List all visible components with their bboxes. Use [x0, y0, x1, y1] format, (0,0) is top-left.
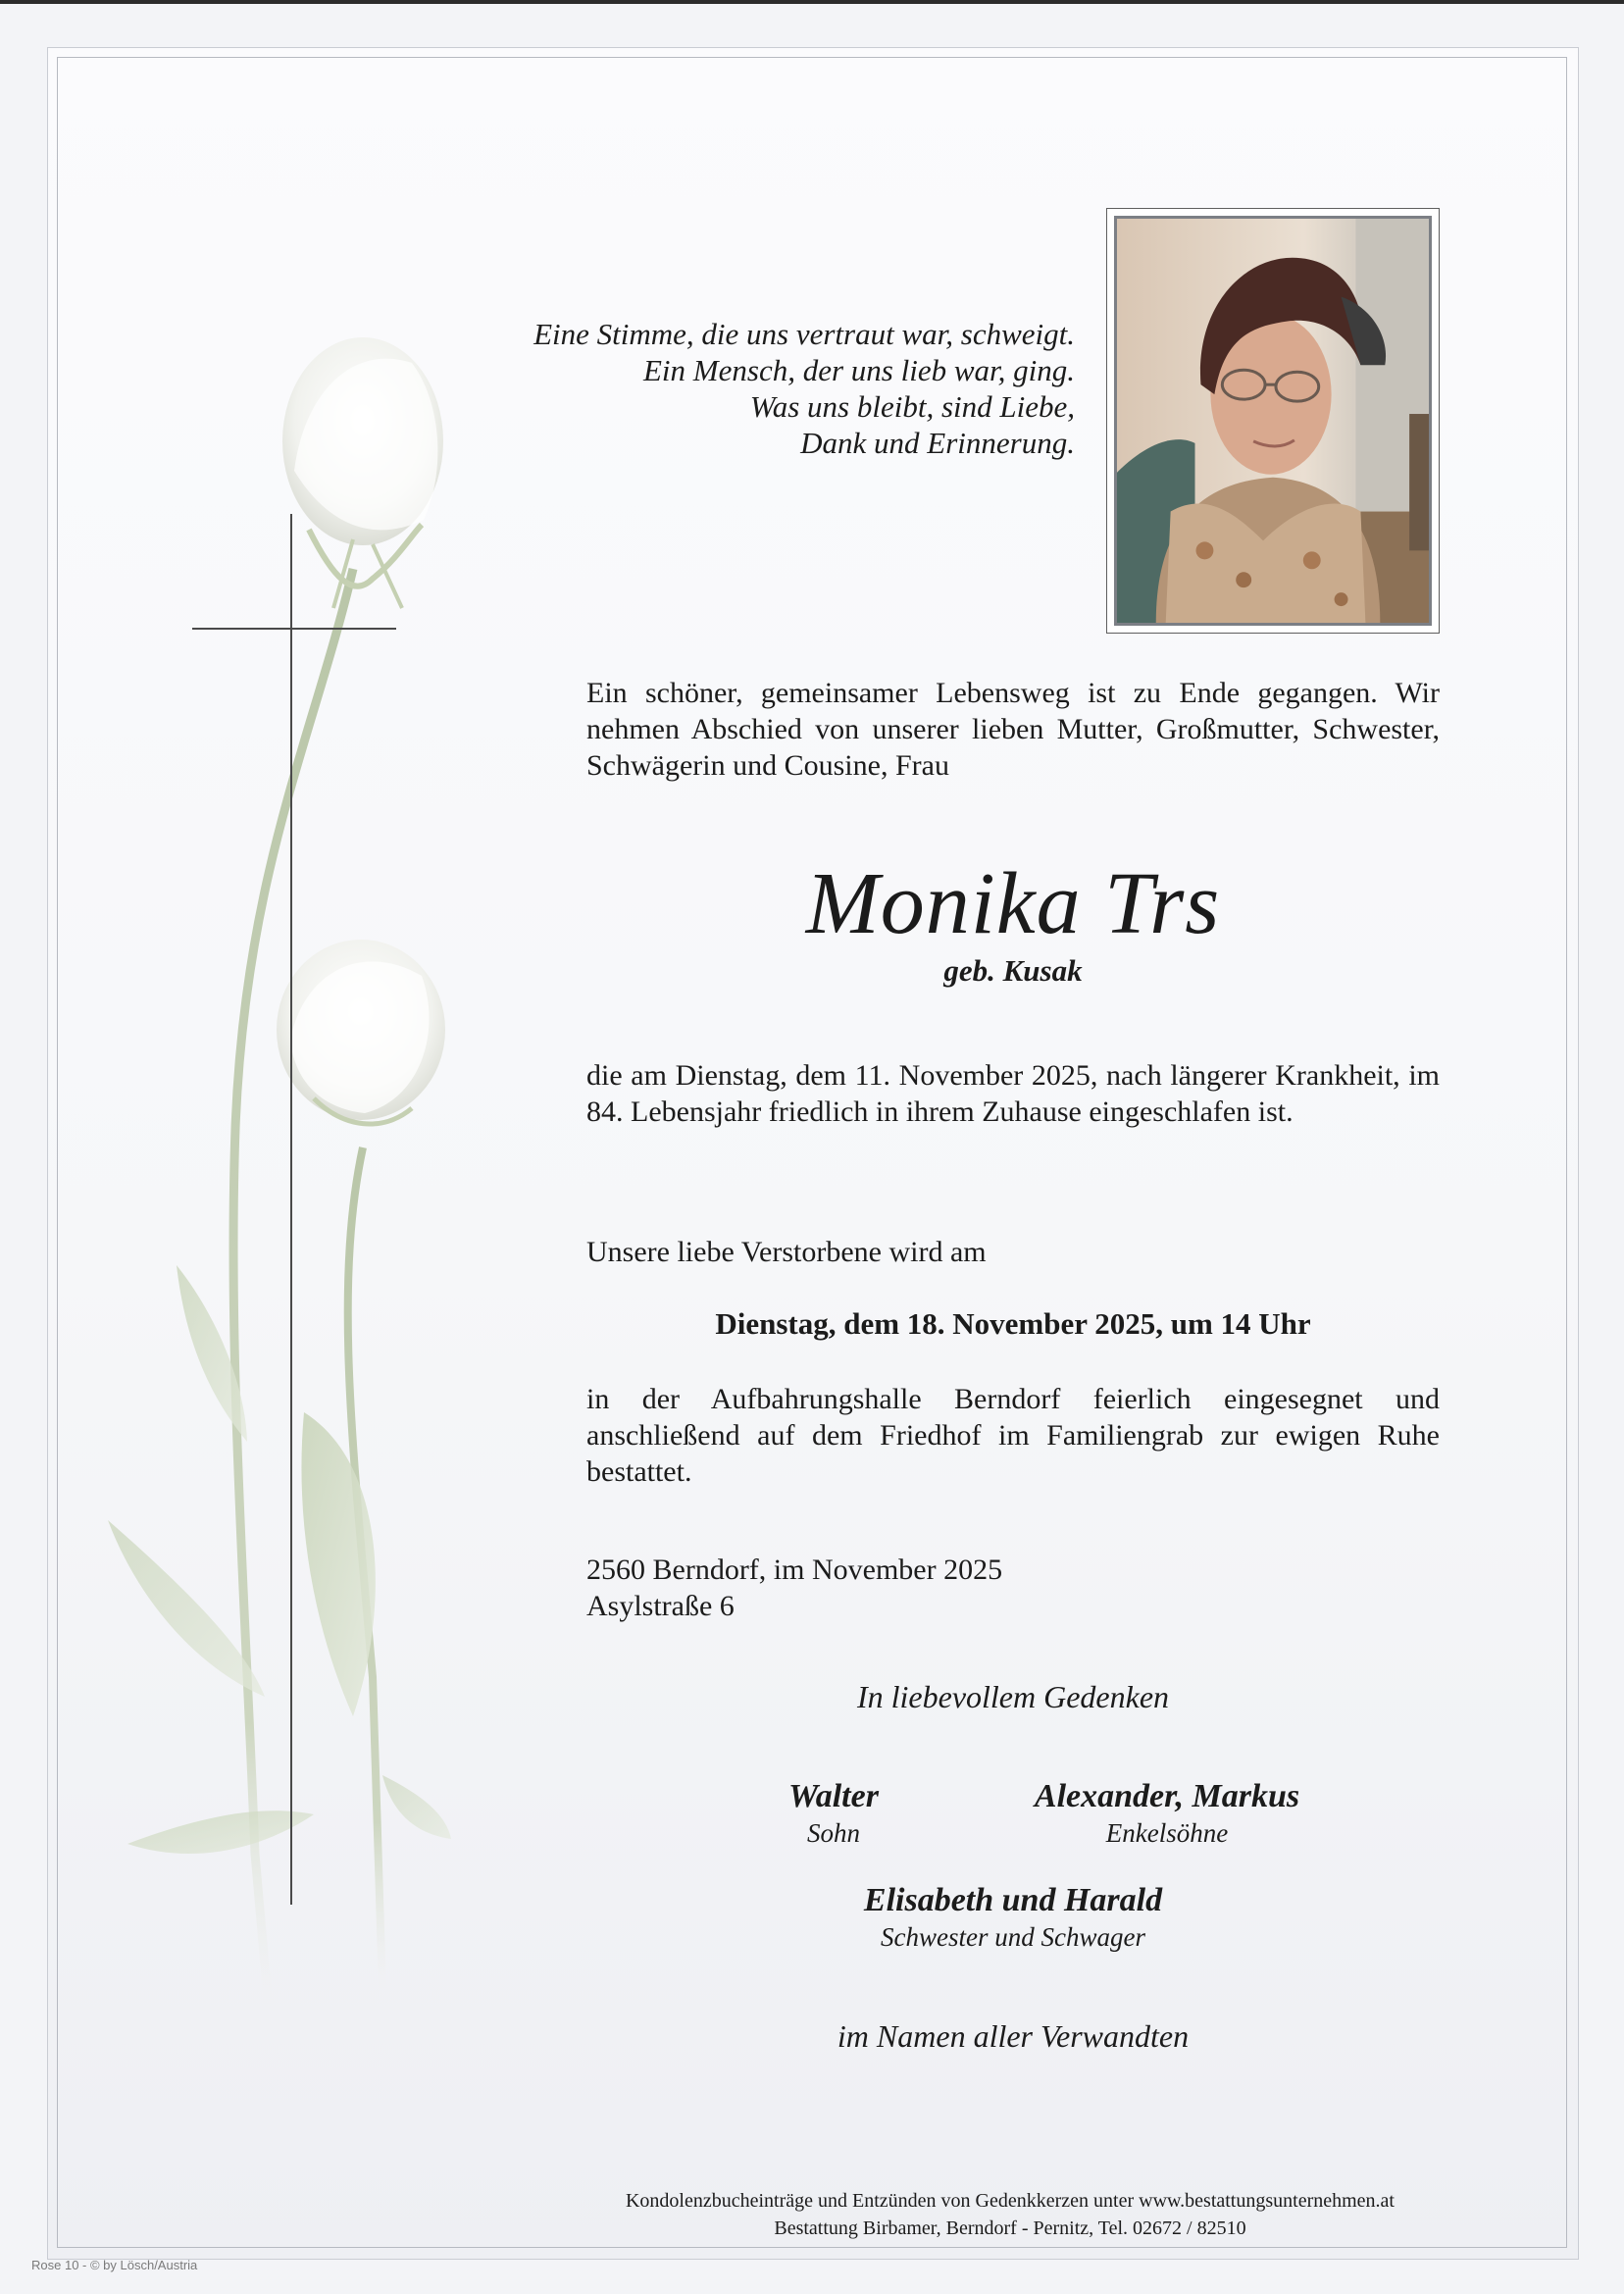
street: Asylstraße 6: [586, 1590, 735, 1622]
mourner-entry: [755, 1777, 912, 1850]
scan-edge: [0, 0, 1624, 4]
maiden-name: geb. Kusak: [943, 953, 1083, 988]
intro-paragraph: Ein schöner, gemeinsamer Lebensweg ist zu Ende gegangen. Wir nehmen Abschied von unserer lieben Mutter, Großmutter, Schwester, Schwägerin und Cousine, Frau: [586, 677, 1440, 782]
mourner-entry: [783, 1881, 1243, 1954]
poem-line: Dank und Erinnerung.: [800, 426, 1075, 460]
poem-line: Eine Stimme, die uns vertraut war, schweigt.: [533, 317, 1075, 351]
deceased-name: Monika Trs: [805, 855, 1221, 952]
closing-line: im Namen aller Verwandten: [837, 2018, 1190, 2054]
footer-condolence-line: Kondolenzbucheinträge und Entzünden von Gedenkkerzen unter www.bestattungsunternehmen.at: [625, 2190, 1395, 2212]
family-address: [586, 1552, 1002, 1624]
mourner-name: Walter: [788, 1778, 879, 1814]
memorial-poem: [431, 316, 1075, 461]
footer: [549, 2187, 1471, 2242]
memory-line: In liebevollem Gedenken: [856, 1679, 1170, 1714]
funeral-datetime: Dienstag, dem 18. November 2025, um 14 Uhr: [715, 1306, 1311, 1341]
mourner-relation: Schwester und Schwager: [881, 1922, 1145, 1952]
mourner-entry: [990, 1777, 1344, 1850]
cross-vertical-bar: [290, 514, 292, 1905]
mourner-relation: Enkelsöhne: [1105, 1818, 1229, 1848]
death-notice-paragraph: die am Dienstag, dem 11. November 2025, nach längerer Krankheit, im 84. Lebensjahr friedlich in ihrem Zuhause eingeschlafen ist.: [586, 1059, 1440, 1128]
white-roses-illustration: [59, 324, 510, 2089]
mourner-relation: Sohn: [807, 1818, 860, 1848]
place-date: 2560 Berndorf, im November 2025: [586, 1554, 1003, 1586]
portrait-photo: [1114, 216, 1432, 626]
poem-line: Ein Mensch, der uns lieb war, ging.: [643, 353, 1075, 387]
funeral-details: in der Aufbahrungshalle Berndorf feierlich eingesegnet und anschließend auf dem Friedhof im Familiengrab zur ewigen Ruhe bestattet.: [586, 1383, 1440, 1488]
portrait-frame: [1106, 208, 1440, 634]
funeral-lead: Unsere liebe Verstorbene wird am: [586, 1236, 987, 1268]
poem-line: Was uns bleibt, sind Liebe,: [749, 389, 1075, 424]
mourner-name: Elisabeth und Harald: [863, 1882, 1163, 1918]
mourner-name: Alexander, Markus: [1034, 1778, 1300, 1814]
cross-horizontal-bar: [192, 628, 396, 630]
footer-contact-line: Bestattung Birbamer, Berndorf - Pernitz, Tel. 02672 / 82510: [774, 2218, 1246, 2239]
image-credit: Rose 10 - © by Lösch/Austria: [31, 2258, 198, 2272]
